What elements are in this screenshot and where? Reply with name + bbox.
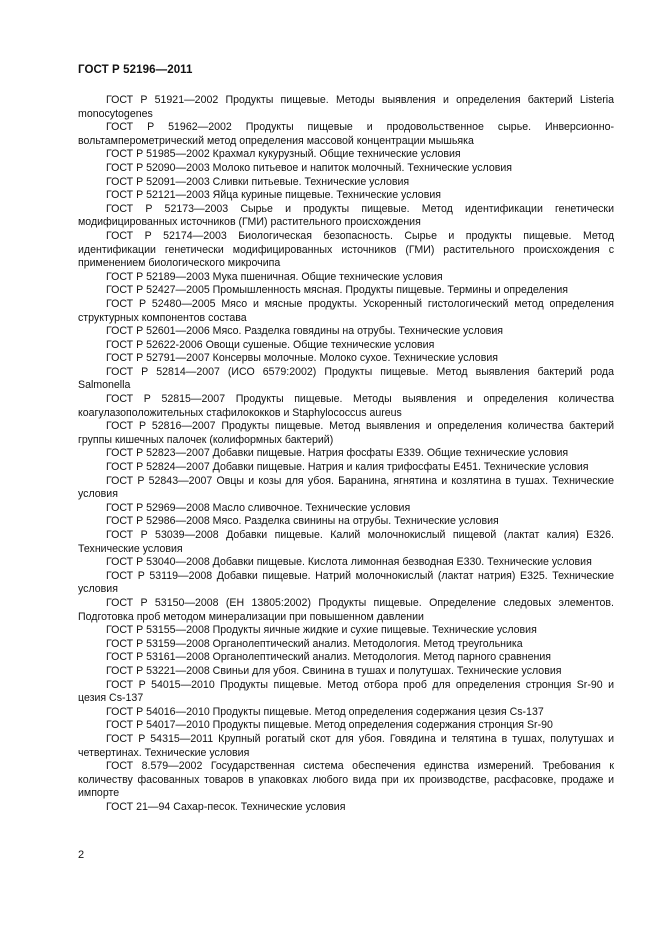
reference-item: ГОСТ Р 53159—2008 Органолептический анализ. Методология. Метод треугольника [106,637,523,650]
reference-item: ГОСТ Р 51962—2002 Продукты пищевые и продовольственное сырье. Инверсионно-вольтамперометрический метод определения массовой концентрации мышьяка [78,121,614,147]
reference-item: ГОСТ Р 52090—2003 Молоко питьевое и напиток молочный. Технические условия [106,161,512,174]
reference-item: ГОСТ Р 53221—2008 Свиньи для убоя. Свинина в тушах и полутушах. Технические условия [106,664,562,677]
reference-item: ГОСТ 8.579—2002 Государственная система обеспечения единства измерений. Требования к количеству фасованных товаров в упаковках любого вида при их производстве, расфасовке, продаже и импорте [78,760,614,800]
reference-item: ГОСТ Р 53119—2008 Добавки пищевые. Натрий молочнокислый (лактат натрия) Е325. Технические условия [78,569,614,596]
reference-item: ГОСТ Р 53150—2008 (ЕН 13805:2002) Продукты пищевые. Определение следовых элементов. Подготовка проб методом минерализации при повышенном давлении [78,596,614,623]
reference-item: ГОСТ Р 54015—2010 Продукты пищевые. Метод отбора проб для определения стронция Sr-90 и цезия Cs-137 [78,678,614,705]
reference-item: ГОСТ Р 52814—2007 (ИСО 6579:2002) Продукты пищевые. Метод выявления бактерий рода Salmonella [78,365,614,392]
reference-item: ГОСТ Р 52824—2007 Добавки пищевые. Натрия и калия трифосфаты Е451. Технические условия [106,461,589,474]
reference-item: ГОСТ Р 53161—2008 Органолептический анализ. Методология. Метод парного сравнения [106,651,552,664]
reference-item: ГОСТ Р 51921—2002 Продукты пищевые. Методы выявления и определения бактерий Listeria monocytogenes [78,94,614,120]
reference-item: ГОСТ 21—94 Сахар-песок. Технические условия [106,800,346,813]
reference-item: ГОСТ Р 52174—2003 Биологическая безопасность. Сырье и продукты пищевые. Метод идентификации генетически модифицированных источников (ГМИ) растительного происхождения с применением биологического микрочипа [78,229,614,270]
reference-item: ГОСТ Р 54016—2010 Продукты пищевые. Метод определения содержания цезия Cs-137 [106,705,544,718]
reference-item: ГОСТ Р 53155—2008 Продукты яичные жидкие и сухие пищевые. Технические условия [106,624,537,637]
reference-item: ГОСТ Р 54017—2010 Продукты пищевые. Метод определения содержания стронция Sr-90 [106,719,553,732]
reference-item: ГОСТ Р 54315—2011 Крупный рогатый скот для убоя. Говядина и телятина в тушах, полутушах и четвертинах. Технические условия [78,732,614,759]
reference-item: ГОСТ Р 52173—2003 Сырье и продукты пищевые. Метод идентификации генетически модифицированных источников (ГМИ) растительного происхождения [78,202,614,229]
reference-item: ГОСТ Р 52816—2007 Продукты пищевые. Метод выявления и определения количества бактерий группы кишечных палочек (колиформных бактерий) [78,420,614,446]
reference-item: ГОСТ Р 52823—2007 Добавки пищевые. Натрия фосфаты Е339. Общие технические условия [106,447,569,460]
reference-item: ГОСТ Р 52189—2003 Мука пшеничная. Общие технические условия [106,270,443,283]
reference-item: ГОСТ Р 52986—2008 Мясо. Разделка свинины на отрубы. Технические условия [106,515,499,528]
reference-item: ГОСТ Р 52601—2006 Мясо. Разделка говядины на отрубы. Технические условия [106,325,504,338]
reference-item: ГОСТ Р 52969—2008 Масло сливочное. Технические условия [106,501,411,514]
reference-item: ГОСТ Р 52791—2007 Консервы молочные. Молоко сухое. Технические условия [106,352,498,365]
reference-item: ГОСТ Р 53039—2008 Добавки пищевые. Калий молочнокислый пищевой (лактат калия) Е326. Технические условия [78,529,614,555]
reference-item: ГОСТ Р 52121—2003 Яйца куриные пищевые. Технические условия [106,189,441,202]
reference-item: ГОСТ Р 52843—2007 Овцы и козы для убоя. Баранина, ягнятина и козлятина в тушах. Технические условия [78,474,614,501]
reference-item: ГОСТ Р 53040—2008 Добавки пищевые. Кислота лимонная безводная Е330. Технические условия [106,556,592,569]
reference-item: ГОСТ Р 52622-2006 Овощи сушеные. Общие технические условия [106,338,435,351]
reference-item: ГОСТ Р 52091—2003 Сливки питьевые. Технические условия [106,175,410,188]
document-code-header: ГОСТ Р 52196—2011 [78,64,193,76]
page-number: 2 [78,849,85,861]
reference-item: ГОСТ Р 51985—2002 Крахмал кукурузный. Общие технические условия [106,148,461,161]
reference-item: ГОСТ Р 52427—2005 Промышленность мясная. Продукты пищевые. Термины и определения [106,284,568,297]
reference-item: ГОСТ Р 52815—2007 Продукты пищевые. Методы выявления и определения количества коагулазоположительных стафилококков и Staphylococcus aureus [78,393,614,419]
normative-references-list [78,94,614,814]
reference-item: ГОСТ Р 52480—2005 Мясо и мясные продукты. Ускоренный гистологический метод определения структурных компонентов состава [78,297,614,324]
